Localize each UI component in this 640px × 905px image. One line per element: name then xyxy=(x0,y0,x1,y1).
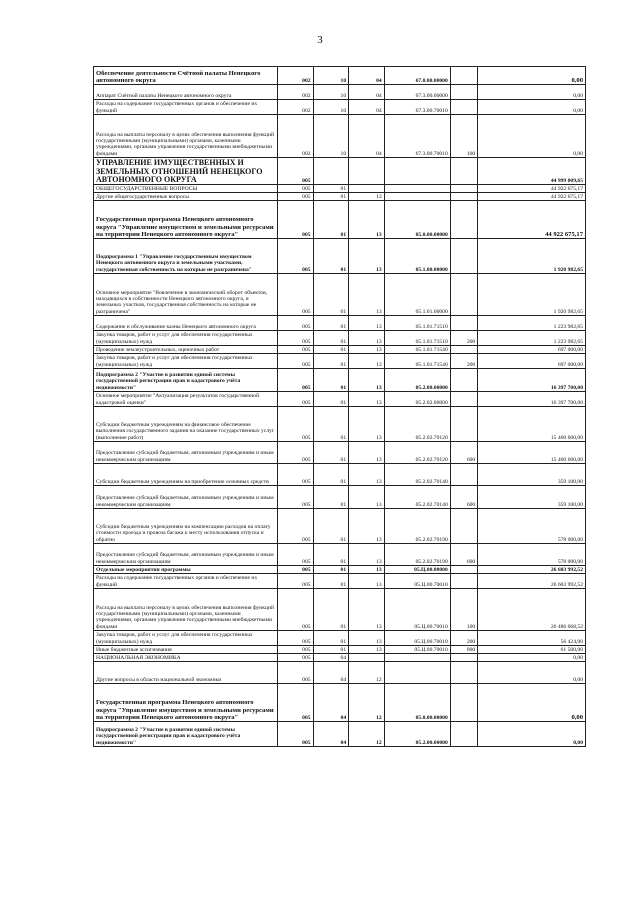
subsection-code-cell: 13 xyxy=(349,566,385,574)
row-name-cell: Предоставление субсидий бюджетным, автономным учреждениям и иным некоммерческим организациям xyxy=(94,442,278,464)
expense-type-cell xyxy=(450,201,477,239)
section-code-cell: 04 xyxy=(313,722,349,747)
row-name-cell: Предоставление субсидий бюджетным, автономным учреждениям и иным некоммерческим организациям xyxy=(94,486,278,509)
section-code-cell: 01 xyxy=(313,392,349,407)
subsection-code-cell xyxy=(349,158,385,185)
subsection-code-cell: 13 xyxy=(349,354,385,369)
section-code-cell: 01 xyxy=(313,369,349,392)
row-name-cell: Субсидии бюджетным учреждениям на приобретение основных средств xyxy=(94,464,278,486)
ministry-code-cell: 005 xyxy=(277,662,313,684)
table-row xyxy=(94,646,586,654)
budget-table xyxy=(93,66,586,747)
row-name-cell: Подпрограмма 2 "Участие в развитии единой системы государственной регистрации прав и кадастрового учёта недвижимости" xyxy=(94,722,278,747)
ministry-code-cell: 005 xyxy=(277,646,313,654)
amount-cell: 578 000,00 xyxy=(478,509,586,544)
row-name-cell: УПРАВЛЕНИЕ ИМУЩЕСТВЕННЫХ И ЗЕМЕЛЬНЫХ ОТНОШЕНИЙ НЕНЕЦКОГО АВТОНОМНОГО ОКРУГА xyxy=(94,158,278,185)
subsection-code-cell: 13 xyxy=(349,369,385,392)
table-row xyxy=(94,67,586,85)
amount-cell: 56 424,00 xyxy=(478,631,586,646)
expense-type-cell: 600 xyxy=(450,544,477,566)
ministry-code-cell: 005 xyxy=(277,193,313,201)
table-row xyxy=(94,631,586,646)
table-row xyxy=(94,193,586,201)
subsection-code-cell xyxy=(349,185,385,193)
ministry-code-cell: 005 xyxy=(277,486,313,509)
row-name-cell: Проведение землеустроительных, оценочных работ xyxy=(94,346,278,354)
expense-type-cell: 200 xyxy=(450,631,477,646)
section-code-cell: 01 xyxy=(313,442,349,464)
row-name-cell: Закупка товаров, работ и услуг для обеспечения государственных (муниципальных) нужд xyxy=(94,354,278,369)
amount-cell: 0,00 xyxy=(478,654,586,662)
section-code-cell: 01 xyxy=(313,331,349,346)
amount-cell: 0,00 xyxy=(478,684,586,722)
subsection-code-cell xyxy=(349,654,385,662)
target-article-cell: 05.2.02.70190 xyxy=(384,544,450,566)
amount-cell: 0,00 xyxy=(478,85,586,100)
subsection-code-cell: 12 xyxy=(349,662,385,684)
table-row xyxy=(94,392,586,407)
expense-type-cell xyxy=(450,346,477,354)
subsection-code-cell: 13 xyxy=(349,574,385,589)
ministry-code-cell: 005 xyxy=(277,631,313,646)
expense-type-cell xyxy=(450,464,477,486)
table-row xyxy=(94,654,586,662)
subsection-code-cell: 13 xyxy=(349,193,385,201)
subsection-code-cell: 04 xyxy=(349,85,385,100)
subsection-code-cell: 13 xyxy=(349,274,385,316)
amount-cell: 0,00 xyxy=(478,722,586,747)
row-name-cell: Основное мероприятие "Актуализация результатов государственной кадастровой оценки" xyxy=(94,392,278,407)
target-article-cell: 05.Ц.00.70010 xyxy=(384,589,450,631)
target-article-cell: 05.Ц.00.70010 xyxy=(384,631,450,646)
subsection-code-cell: 13 xyxy=(349,331,385,346)
table-row xyxy=(94,566,586,574)
table-row xyxy=(94,544,586,566)
ministry-code-cell: 002 xyxy=(277,85,313,100)
expense-type-cell xyxy=(450,509,477,544)
section-code-cell: 01 xyxy=(313,574,349,589)
expense-type-cell: 100 xyxy=(450,115,477,158)
target-article-cell: 05.2.00.00000 xyxy=(384,369,450,392)
subsection-code-cell: 13 xyxy=(349,346,385,354)
ministry-code-cell: 005 xyxy=(277,158,313,185)
ministry-code-cell: 005 xyxy=(277,354,313,369)
ministry-code-cell: 005 xyxy=(277,574,313,589)
row-name-cell: Расходы на содержание государственных органов и обеспечение их функций xyxy=(94,574,278,589)
row-name-cell: Государственная программа Ненецкого автономного округа "Управление имуществом и земельными ресурсами на территории Ненецкого автономного округа" xyxy=(94,201,278,239)
expense-type-cell: 800 xyxy=(450,646,477,654)
subsection-code-cell: 13 xyxy=(349,509,385,544)
ministry-code-cell: 005 xyxy=(277,239,313,274)
row-name-cell: Другие вопросы в области национальной экономики xyxy=(94,662,278,684)
ministry-code-cell: 005 xyxy=(277,369,313,392)
target-article-cell xyxy=(384,158,450,185)
expense-type-cell xyxy=(450,274,477,316)
table-row xyxy=(94,100,586,115)
expense-type-cell: 600 xyxy=(450,486,477,509)
ministry-code-cell: 005 xyxy=(277,185,313,193)
amount-cell: 15 460 600,00 xyxy=(478,407,586,442)
section-code-cell: 04 xyxy=(313,662,349,684)
ministry-code-cell: 005 xyxy=(277,201,313,239)
row-name-cell: Расходы на выплаты персоналу в целях обеспечения выполнения функций государственными (муниципальными) органами, казенными учреждениями, органами управления государственными внебюджетными фондами xyxy=(94,589,278,631)
section-code-cell: 01 xyxy=(313,346,349,354)
expense-type-cell xyxy=(450,158,477,185)
expense-type-cell xyxy=(450,85,477,100)
table-row xyxy=(94,239,586,274)
ministry-code-cell: 005 xyxy=(277,566,313,574)
amount-cell: 359 100,00 xyxy=(478,486,586,509)
table-row xyxy=(94,346,586,354)
table-row xyxy=(94,369,586,392)
target-article-cell: 05.2.02.70140 xyxy=(384,464,450,486)
subsection-code-cell: 04 xyxy=(349,67,385,85)
section-code-cell: 01 xyxy=(313,646,349,654)
amount-cell: 1 223 982,65 xyxy=(478,331,586,346)
section-code-cell xyxy=(313,158,349,185)
table-row xyxy=(94,158,586,185)
ministry-code-cell: 005 xyxy=(277,544,313,566)
subsection-code-cell: 13 xyxy=(349,316,385,331)
section-code-cell: 01 xyxy=(313,193,349,201)
ministry-code-cell: 005 xyxy=(277,589,313,631)
expense-type-cell xyxy=(450,684,477,722)
section-code-cell: 01 xyxy=(313,185,349,193)
amount-cell: 44 922 675,17 xyxy=(478,185,586,193)
expense-type-cell: 200 xyxy=(450,331,477,346)
section-code-cell: 01 xyxy=(313,201,349,239)
target-article-cell: 05.2.00.00000 xyxy=(384,722,450,747)
row-name-cell: Содержание и обслуживание казны Ненецкого автономного округа xyxy=(94,316,278,331)
section-code-cell: 01 xyxy=(313,407,349,442)
ministry-code-cell: 002 xyxy=(277,100,313,115)
row-name-cell: Государственная программа Ненецкого автономного округа "Управление имуществом и земельными ресурсами на территории Ненецкого автономного округа" xyxy=(94,684,278,722)
row-name-cell: Закупка товаров, работ и услуг для обеспечения государственных (муниципальных) нужд xyxy=(94,331,278,346)
amount-cell: 44 922 675,17 xyxy=(478,201,586,239)
table-row xyxy=(94,464,586,486)
ministry-code-cell: 005 xyxy=(277,464,313,486)
row-name-cell: Обеспечение деятельности Счётной палаты Ненецкого автономного округа xyxy=(94,67,278,85)
row-name-cell: Основное мероприятие "Вовлечение в экономический оборот объектов, находящихся в собственности Ненецкого автономного округа, и земельных участков, государственная собственность на которые не разграничена" xyxy=(94,274,278,316)
table-row xyxy=(94,331,586,346)
table-row xyxy=(94,407,586,442)
target-article-cell: 05.0.00.00000 xyxy=(384,201,450,239)
amount-cell: 44 922 675,17 xyxy=(478,193,586,201)
subsection-code-cell: 13 xyxy=(349,239,385,274)
section-code-cell: 04 xyxy=(313,684,349,722)
table-row xyxy=(94,354,586,369)
target-article-cell: 05.1.00.00000 xyxy=(384,239,450,274)
expense-type-cell xyxy=(450,316,477,331)
table-row xyxy=(94,486,586,509)
section-code-cell: 01 xyxy=(313,566,349,574)
amount-cell: 61 500,00 xyxy=(478,646,586,654)
subsection-code-cell: 04 xyxy=(349,115,385,158)
amount-cell: 0,00 xyxy=(478,115,586,158)
target-article-cell: 05.1.01.71540 xyxy=(384,354,450,369)
table-row xyxy=(94,589,586,631)
row-name-cell: Другие общегосударственные вопросы xyxy=(94,193,278,201)
ministry-code-cell: 005 xyxy=(277,722,313,747)
ministry-code-cell: 005 xyxy=(277,316,313,331)
section-code-cell: 04 xyxy=(313,654,349,662)
target-article-cell: 67.3.00.70010 xyxy=(384,115,450,158)
section-code-cell: 01 xyxy=(313,544,349,566)
table-row xyxy=(94,574,586,589)
expense-type-cell xyxy=(450,574,477,589)
row-name-cell: Подпрограмма 2 "Участие в развитии единой системы государственной регистрации прав и кадастрового учёта недвижимости" xyxy=(94,369,278,392)
ministry-code-cell: 002 xyxy=(277,115,313,158)
target-article-cell xyxy=(384,193,450,201)
subsection-code-cell: 12 xyxy=(349,722,385,747)
subsection-code-cell: 13 xyxy=(349,589,385,631)
table-row xyxy=(94,316,586,331)
amount-cell: 0,00 xyxy=(478,67,586,85)
subsection-code-cell: 13 xyxy=(349,464,385,486)
subsection-code-cell: 13 xyxy=(349,631,385,646)
target-article-cell: 05.2.02.00000 xyxy=(384,392,450,407)
ministry-code-cell: 005 xyxy=(277,407,313,442)
row-name-cell: Иные бюджетные ассигнования xyxy=(94,646,278,654)
expense-type-cell xyxy=(450,407,477,442)
amount-cell: 15 460 600,00 xyxy=(478,442,586,464)
subsection-code-cell: 13 xyxy=(349,486,385,509)
section-code-cell: 10 xyxy=(313,67,349,85)
ministry-code-cell: 005 xyxy=(277,442,313,464)
target-article-cell: 05.2.02.70190 xyxy=(384,509,450,544)
row-name-cell: Предоставление субсидий бюджетным, автономным учреждениям и иным некоммерческим организациям xyxy=(94,544,278,566)
section-code-cell: 01 xyxy=(313,464,349,486)
target-article-cell: 05.2.02.70120 xyxy=(384,407,450,442)
page-number: 3 xyxy=(317,34,323,46)
ministry-code-cell: 005 xyxy=(277,509,313,544)
expense-type-cell: 200 xyxy=(450,354,477,369)
subsection-code-cell: 13 xyxy=(349,201,385,239)
section-code-cell: 10 xyxy=(313,85,349,100)
row-name-cell: Субсидии бюджетным учреждениям на компенсацию расходов на оплату стоимости проезда и провоза багажа к месту использования отпуска и обратно xyxy=(94,509,278,544)
subsection-code-cell: 13 xyxy=(349,442,385,464)
target-article-cell: 05.1.01.00000 xyxy=(384,274,450,316)
amount-cell: 359 100,00 xyxy=(478,464,586,486)
table-row xyxy=(94,684,586,722)
table-row xyxy=(94,185,586,193)
subsection-code-cell: 13 xyxy=(349,407,385,442)
expense-type-cell xyxy=(450,722,477,747)
expense-type-cell xyxy=(450,239,477,274)
row-name-cell: НАЦИОНАЛЬНАЯ ЭКОНОМИКА xyxy=(94,654,278,662)
section-code-cell: 01 xyxy=(313,354,349,369)
expense-type-cell xyxy=(450,369,477,392)
ministry-code-cell: 002 xyxy=(277,67,313,85)
amount-cell: 0,00 xyxy=(478,662,586,684)
amount-cell: 16 397 700,00 xyxy=(478,392,586,407)
expense-type-cell xyxy=(450,100,477,115)
target-article-cell: 05.2.02.70120 xyxy=(384,442,450,464)
ministry-code-cell: 005 xyxy=(277,346,313,354)
row-name-cell: Расходы на выплаты персоналу в целях обеспечения выполнения функций государственными (муниципальными) органами, казенными учреждениями, органами управления государственными внебюджетными фондами xyxy=(94,115,278,158)
section-code-cell: 01 xyxy=(313,589,349,631)
amount-cell: 1 223 982,65 xyxy=(478,316,586,331)
section-code-cell: 10 xyxy=(313,115,349,158)
section-code-cell: 01 xyxy=(313,486,349,509)
amount-cell: 578 000,00 xyxy=(478,544,586,566)
row-name-cell: Субсидии бюджетным учреждениям на финансовое обеспечение выполнения государственного задания на оказание государственных услуг (выполнение работ) xyxy=(94,407,278,442)
table-row xyxy=(94,509,586,544)
target-article-cell: 05.0.00.00000 xyxy=(384,684,450,722)
target-article-cell: 05.1.01.71510 xyxy=(384,331,450,346)
subsection-code-cell: 04 xyxy=(349,100,385,115)
table-row xyxy=(94,442,586,464)
target-article-cell: 05.1.01.71540 xyxy=(384,346,450,354)
target-article-cell xyxy=(384,654,450,662)
section-code-cell: 01 xyxy=(313,316,349,331)
expense-type-cell xyxy=(450,185,477,193)
ministry-code-cell: 005 xyxy=(277,392,313,407)
table-row xyxy=(94,115,586,158)
section-code-cell: 01 xyxy=(313,509,349,544)
subsection-code-cell: 13 xyxy=(349,544,385,566)
amount-cell: 1 920 982,65 xyxy=(478,239,586,274)
expense-type-cell xyxy=(450,193,477,201)
expense-type-cell xyxy=(450,392,477,407)
ministry-code-cell: 005 xyxy=(277,684,313,722)
expense-type-cell xyxy=(450,67,477,85)
ministry-code-cell: 005 xyxy=(277,331,313,346)
expense-type-cell: 600 xyxy=(450,442,477,464)
target-article-cell: 05.2.02.70140 xyxy=(384,486,450,509)
expense-type-cell xyxy=(450,654,477,662)
subsection-code-cell: 13 xyxy=(349,392,385,407)
section-code-cell: 01 xyxy=(313,274,349,316)
amount-cell: 0,00 xyxy=(478,100,586,115)
table-row xyxy=(94,274,586,316)
amount-cell: 1 920 982,65 xyxy=(478,274,586,316)
table-row xyxy=(94,722,586,747)
section-code-cell: 01 xyxy=(313,631,349,646)
row-name-cell: Подпрограмма 1 "Управление государственным имуществом Ненецкого автономного округа и земельными участками, государственная собственность на которые не разграничена" xyxy=(94,239,278,274)
ministry-code-cell: 005 xyxy=(277,654,313,662)
subsection-code-cell: 13 xyxy=(349,646,385,654)
row-name-cell: Отдельные мероприятия программы xyxy=(94,566,278,574)
expense-type-cell xyxy=(450,566,477,574)
section-code-cell: 10 xyxy=(313,100,349,115)
amount-cell: 26 486 068,52 xyxy=(478,589,586,631)
section-code-cell: 01 xyxy=(313,239,349,274)
target-article-cell: 67.3.00.00000 xyxy=(384,85,450,100)
budget-table-body xyxy=(94,67,586,747)
target-article-cell xyxy=(384,185,450,193)
amount-cell: 26 603 992,52 xyxy=(478,574,586,589)
ministry-code-cell: 005 xyxy=(277,274,313,316)
amount-cell: 26 603 992,52 xyxy=(478,566,586,574)
table-row xyxy=(94,201,586,239)
target-article-cell: 05.Ц.00.00000 xyxy=(384,566,450,574)
target-article-cell: 05.Ц.00.70010 xyxy=(384,574,450,589)
subsection-code-cell: 12 xyxy=(349,684,385,722)
table-row xyxy=(94,662,586,684)
row-name-cell: ОБЩЕГОСУДАРСТВЕННЫЕ ВОПРОСЫ xyxy=(94,185,278,193)
row-name-cell: Аппарат Счётной палаты Ненецкого автономного округа xyxy=(94,85,278,100)
expense-type-cell xyxy=(450,662,477,684)
target-article-cell xyxy=(384,662,450,684)
table-row xyxy=(94,85,586,100)
expense-type-cell: 100 xyxy=(450,589,477,631)
row-name-cell: Расходы на содержание государственных органов и обеспечение их функций xyxy=(94,100,278,115)
amount-cell: 44 999 009,65 xyxy=(478,158,586,185)
target-article-cell: 67.3.00.70010 xyxy=(384,100,450,115)
amount-cell: 16 397 700,00 xyxy=(478,369,586,392)
amount-cell: 697 000,00 xyxy=(478,346,586,354)
row-name-cell: Закупка товаров, работ и услуг для обеспечения государственных (муниципальных) нужд xyxy=(94,631,278,646)
target-article-cell: 05.Ц.00.70010 xyxy=(384,646,450,654)
target-article-cell: 05.1.01.71510 xyxy=(384,316,450,331)
amount-cell: 697 000,00 xyxy=(478,354,586,369)
target-article-cell: 67.0.00.00000 xyxy=(384,67,450,85)
